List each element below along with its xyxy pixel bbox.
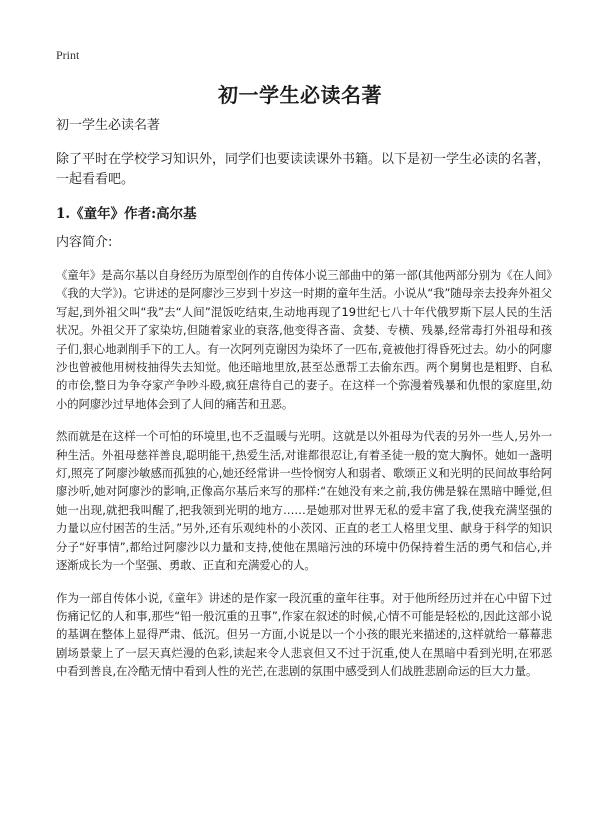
intro-paragraph: 除了平时在学校学习知识外，同学们也要读读课外书籍。以下是初一学生必读的名著，一起看看吧。 bbox=[56, 152, 551, 187]
subtitle: 初一学生必读名著 bbox=[56, 118, 161, 133]
page-title: 初一学生必读名著 bbox=[218, 83, 382, 107]
article-body bbox=[56, 117, 552, 695]
summary-paragraph-1: 《童年》是高尔基以自身经历为原型创作的自传体小说三部曲中的第一部(其他两部分别为《在人间》《我的大学》)。它讲述的是阿廖沙三岁到十岁这一时期的童年生活。小说从“我”随母亲去投奔外祖父写起,到外祖父叫“我”去“人间”混饭吃结束,生动地再现了19世纪七八十年代俄罗斯下层人民的生活状况。外祖父开了家染坊,但随着家业的衰落,他变得吝啬、贪婪、专横、残暴,经常毒打外祖母和孩子们,狠心地剥削手下的工人。有一次阿列克谢因为染坏了一匹布,竟被他打得昏死过去。幼小的阿廖沙也曾被他用树枝抽得失去知觉。他还暗地里放,甚至怂恿帮工去偷东西。两个舅舅也是粗野、自私的市侩,整日为争夺家产争吵斗殴,疯狂虐待自己的妻子。在这样一个弥漫着残暴和仇恨的家庭里,幼小的阿廖沙过早地体会到了人间的痛苦和丑恶。 bbox=[56, 268, 552, 411]
print-link[interactable]: Print bbox=[56, 48, 80, 62]
summary-label: 内容简介: bbox=[56, 235, 113, 250]
section-heading: 1.《童年》作者:高尔基 bbox=[56, 206, 197, 222]
summary-paragraph-3: 作为一部自传体小说,《童年》讲述的是作家一段沉重的童年往事。对于他所经历过并在心中留下过伤痛记忆的人和事,那些“铅一般沉重的丑事”,作家在叙述的时候,心情不可能是轻松的,因此这部小说的基调在整体上显得严肃、低沉。但另一方面,小说是以一个小孩的眼光来描述的,这样就给一幕幕悲剧场景蒙上了一层天真烂漫的色彩,读起来令人悲哀但又不过于沉重,使人在黑暗中看到光明,在邪恶中看到善良,在冷酷无情中看到人性的光芒,在悲剧的氛围中感受到人们战胜悲剧命运的巨大力量。 bbox=[56, 590, 552, 679]
summary-paragraph-2: 然而就是在这样一个可怕的环境里,也不乏温暖与光明。这就是以外祖母为代表的另外一些人,另外一种生活。外祖母慈祥善良,聪明能干,热爱生活,对谁都很忍让,有着圣徒一般的宽大胸怀。她如一盏明灯,照亮了阿廖沙敏感而孤独的心,她还经常讲一些怜悯穷人和弱者、歌颂正义和光明的民间故事给阿廖沙听,她对阿廖沙的影响,正像高尔基后来写的那样:“在她没有来之前,我仿佛是躲在黑暗中睡觉,但她一出现,就把我叫醒了,把我领到光明的地方……是她那对世界无私的爱丰富了我,使我充满坚强的力量以应付困苦的生活。”另外,还有乐观纯朴的小茨冈、正直的老工人格里戈里、献身于科学的知识分子“好事情”,都给过阿廖沙以力量和支持,使他在黑暗污浊的环境中仍保持着生活的勇气和信心,并逐渐成长为一个坚强、勇敢、正直和充满爱心的人。 bbox=[56, 429, 552, 573]
